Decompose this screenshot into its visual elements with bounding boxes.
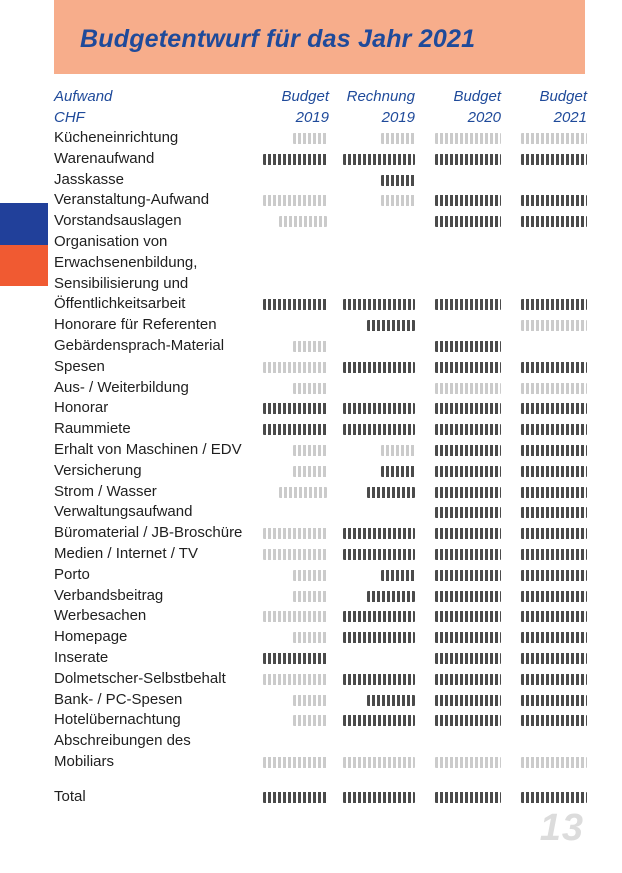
redacted-value [367, 487, 415, 498]
table-row [54, 274, 587, 295]
table-row [54, 232, 587, 253]
header-rechnung-2019: Rechnung [346, 88, 415, 105]
row-label: Veranstaltung-Aufwand [54, 191, 210, 209]
redacted-value [435, 757, 501, 768]
redacted-value [521, 424, 587, 435]
redacted-value [343, 757, 415, 768]
redacted-value [435, 674, 501, 685]
redacted-value [435, 715, 501, 726]
redacted-value [381, 445, 415, 456]
redacted-value [381, 195, 415, 206]
redacted-value [435, 195, 501, 206]
redacted-value [435, 362, 501, 373]
redacted-value [263, 424, 327, 435]
table-header-row-2 [54, 107, 587, 128]
header-year-budget-2021: 2021 [553, 109, 587, 126]
row-label: Bank- / PC-Spesen [54, 690, 183, 708]
table-row [54, 253, 587, 274]
header-year-rechnung-2019: 2019 [381, 109, 415, 126]
page-number: 13 [539, 807, 584, 849]
redacted-value [521, 133, 587, 144]
row-label: Honorare für Referenten [54, 316, 217, 334]
row-label: Mobiliars [54, 752, 115, 770]
row-label: Werbesachen [54, 607, 147, 625]
redacted-value [521, 299, 587, 310]
table-row [54, 419, 587, 440]
total-label: Total [54, 787, 86, 805]
redacted-value [521, 466, 587, 477]
redacted-value [293, 341, 327, 352]
header-year-budget-2019: 2019 [295, 109, 329, 126]
table-row [54, 523, 587, 544]
redacted-value [381, 570, 415, 581]
redacted-value [521, 549, 587, 560]
row-label: Büromaterial / JB-Broschüre [54, 524, 243, 542]
table-row [54, 378, 587, 399]
table-row [54, 128, 587, 149]
table-row [54, 502, 587, 523]
page-title: Budgetentwurf für das Jahr 2021 [80, 25, 476, 53]
table-row [54, 211, 587, 232]
row-label: Aus- / Weiterbildung [54, 378, 189, 396]
side-tab-orange [0, 245, 48, 286]
redacted-value [435, 466, 501, 477]
table-row [54, 752, 587, 773]
redacted-value [435, 591, 501, 602]
redacted-value [521, 570, 587, 581]
row-label: Gebärdensprach-Material [54, 336, 225, 354]
row-label: Spesen [54, 357, 105, 375]
header-year-budget-2020: 2020 [467, 109, 501, 126]
redacted-value [521, 792, 587, 803]
redacted-value [263, 154, 327, 165]
row-label: Verbandsbeitrag [54, 586, 164, 604]
redacted-value [343, 403, 415, 414]
row-label: Öffentlichkeitsarbeit [54, 295, 186, 313]
redacted-value [521, 591, 587, 602]
table-row [54, 565, 587, 586]
table-header-row-1 [54, 86, 587, 107]
redacted-value [263, 653, 327, 664]
redacted-value [293, 570, 327, 581]
table-row [54, 544, 587, 565]
table-row [54, 482, 587, 503]
redacted-value [435, 403, 501, 414]
redacted-value [293, 715, 327, 726]
table-row [54, 586, 587, 607]
row-label: Vorstandsauslagen [54, 212, 182, 230]
redacted-value [343, 424, 415, 435]
row-label: Versicherung [54, 461, 142, 479]
redacted-value [293, 695, 327, 706]
redacted-value [343, 715, 415, 726]
row-label: Porto [54, 565, 90, 583]
redacted-value [279, 216, 327, 227]
side-tab-blue [0, 203, 48, 245]
row-label: Jasskasse [54, 170, 125, 188]
row-label: Medien / Internet / TV [54, 544, 198, 562]
table-row [54, 606, 587, 627]
budget-table [54, 86, 587, 808]
header-budget-2021: Budget [539, 88, 587, 105]
redacted-value [435, 570, 501, 581]
redacted-value [435, 216, 501, 227]
table-row [54, 669, 587, 690]
redacted-value [435, 528, 501, 539]
row-label: Abschreibungen des [54, 732, 191, 750]
table-row [54, 627, 587, 648]
redacted-value [435, 383, 501, 394]
redacted-value [343, 299, 415, 310]
redacted-value [521, 195, 587, 206]
row-label: Sensibilisierung und [54, 274, 189, 292]
table-row [54, 710, 587, 731]
redacted-value [521, 611, 587, 622]
header-label-aufwand: Aufwand [54, 88, 113, 105]
redacted-value [343, 632, 415, 643]
redacted-value [293, 133, 327, 144]
header-label-chf: CHF [54, 109, 85, 126]
redacted-value [521, 507, 587, 518]
redacted-value [367, 695, 415, 706]
redacted-value [381, 466, 415, 477]
redacted-value [435, 133, 501, 144]
total-row [54, 787, 587, 808]
redacted-value [343, 154, 415, 165]
table-row [54, 461, 587, 482]
redacted-value [263, 611, 327, 622]
redacted-value [521, 695, 587, 706]
redacted-value [293, 466, 327, 477]
redacted-value [521, 653, 587, 664]
redacted-value [279, 487, 327, 498]
row-label: Strom / Wasser [54, 482, 157, 500]
table-row [54, 149, 587, 170]
redacted-value [293, 632, 327, 643]
redacted-value [263, 195, 327, 206]
redacted-value [435, 507, 501, 518]
redacted-value [343, 674, 415, 685]
row-label: Warenaufwand [54, 149, 155, 167]
redacted-value [293, 383, 327, 394]
redacted-value [521, 445, 587, 456]
row-label: Erwachsenenbildung, [54, 253, 198, 271]
redacted-value [293, 445, 327, 456]
redacted-value [343, 362, 415, 373]
redacted-value [367, 591, 415, 602]
redacted-value [435, 445, 501, 456]
redacted-value [521, 216, 587, 227]
redacted-value [435, 424, 501, 435]
redacted-value [263, 792, 327, 803]
row-label: Inserate [54, 648, 109, 666]
redacted-value [263, 549, 327, 560]
redacted-value [367, 320, 415, 331]
row-label: Hotelübernachtung [54, 711, 181, 729]
redacted-value [521, 362, 587, 373]
redacted-value [263, 362, 327, 373]
redacted-value [521, 154, 587, 165]
redacted-value [521, 487, 587, 498]
table-row [54, 648, 587, 669]
table-row [54, 336, 587, 357]
redacted-value [343, 549, 415, 560]
row-label: Kücheneinrichtung [54, 129, 179, 146]
row-label: Erhalt von Maschinen / EDV [54, 440, 242, 458]
redacted-value [435, 653, 501, 664]
redacted-value [343, 611, 415, 622]
row-label: Organisation von [54, 232, 168, 250]
redacted-value [263, 403, 327, 414]
redacted-value [343, 792, 415, 803]
redacted-value [263, 757, 327, 768]
redacted-value [521, 528, 587, 539]
redacted-value [381, 175, 415, 186]
row-label: Raummiete [54, 420, 131, 438]
table-row [54, 731, 587, 752]
redacted-value [263, 528, 327, 539]
redacted-value [435, 299, 501, 310]
row-label: Homepage [54, 628, 128, 646]
row-label: Verwaltungsaufwand [54, 503, 193, 521]
redacted-value [381, 133, 415, 144]
redacted-value [435, 695, 501, 706]
table-row [54, 357, 587, 378]
table-row [54, 398, 587, 419]
redacted-value [435, 632, 501, 643]
redacted-value [435, 487, 501, 498]
redacted-value [521, 320, 587, 331]
redacted-value [435, 154, 501, 165]
redacted-value [343, 528, 415, 539]
header-budget-2019: Budget [281, 88, 329, 105]
redacted-value [435, 341, 501, 352]
redacted-value [435, 792, 501, 803]
redacted-value [521, 715, 587, 726]
redacted-value [521, 632, 587, 643]
redacted-value [521, 757, 587, 768]
redacted-value [263, 674, 327, 685]
table-row [54, 170, 587, 191]
redacted-value [435, 611, 501, 622]
table-row [54, 190, 587, 211]
row-label: Dolmetscher-Selbstbehalt [54, 669, 226, 687]
table-row [54, 315, 587, 336]
row-label: Honorar [54, 399, 109, 417]
redacted-value [435, 549, 501, 560]
redacted-value [521, 403, 587, 414]
table-row [54, 690, 587, 711]
redacted-value [521, 674, 587, 685]
redacted-value [521, 383, 587, 394]
redacted-value [293, 591, 327, 602]
redacted-value [263, 299, 327, 310]
header-budget-2020: Budget [453, 88, 501, 105]
table-row [54, 440, 587, 461]
table-row [54, 294, 587, 315]
